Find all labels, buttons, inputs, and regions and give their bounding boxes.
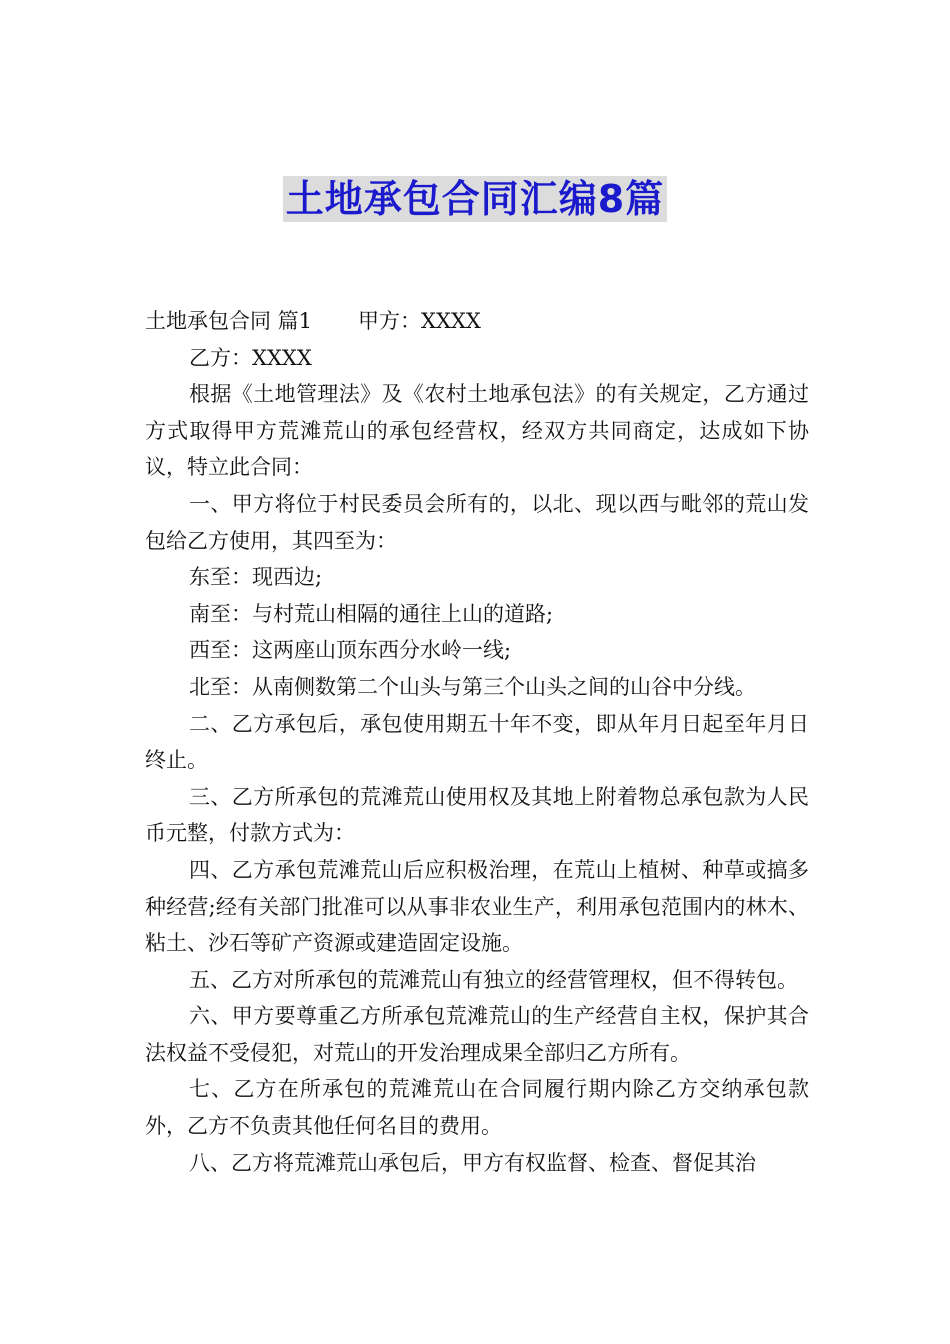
section-heading: 土地承包合同 篇1: [145, 309, 313, 333]
boundary-east: 东至：现西边;: [189, 565, 323, 590]
clause-2: 二、乙方承包后，承包使用期五十年不变，即从年月日起至年月日终止。: [145, 711, 809, 773]
clause-5: 五、乙方对所承包的荒滩荒山有独立的经营管理权，但不得转包。: [189, 967, 798, 992]
clause-1: 一、甲方将位于村民委员会所有的，以北、现以西与毗邻的荒山发包给乙方使用，其四至为：: [145, 491, 809, 553]
section-header-line: [145, 303, 809, 340]
document-title: 土地承包合同汇编8篇: [283, 176, 667, 222]
title-container: [0, 176, 950, 222]
clause-4: 四、乙方承包荒滩荒山后应积极治理，在荒山上植树、种草或搞多种经营;经有关部门批准可以从事非农业生产，利用承包范围内的林木、粘土、沙石等矿产资源或建造固定设施。: [145, 857, 809, 956]
party-a: 甲方：XXXX: [358, 309, 481, 333]
clause-6: 六、甲方要尊重乙方所承包荒滩荒山的生产经营自主权，保护其合法权益不受侵犯，对荒山的开发治理成果全部归乙方所有。: [145, 1004, 809, 1065]
boundary-north: 北至：从南侧数第二个山头与第三个山头之间的山谷中分线。: [189, 674, 756, 699]
document-body: [145, 303, 809, 1181]
clause-7: 七、乙方在所承包的荒滩荒山在合同履行期内除乙方交纳承包款外，乙方不负责其他任何名目的费用。: [145, 1077, 809, 1139]
boundary-west: 西至：这两座山顶东西分水岭一线;: [189, 638, 512, 663]
clause-8: 八、乙方将荒滩荒山承包后，甲方有权监督、检查、督促其治: [189, 1150, 756, 1175]
boundary-south: 南至：与村荒山相隔的通往上山的道路;: [189, 601, 554, 626]
paragraph-preamble: 根据《土地管理法》及《农村土地承包法》的有关规定，乙方通过方式取得甲方荒滩荒山的承包经营权，经双方共同商定，达成如下协议，特立此合同：: [145, 382, 809, 480]
party-b: 乙方：XXXX: [189, 345, 312, 370]
clause-3: 三、乙方所承包的荒滩荒山使用权及其地上附着物总承包款为人民币元整，付款方式为：: [145, 784, 809, 846]
